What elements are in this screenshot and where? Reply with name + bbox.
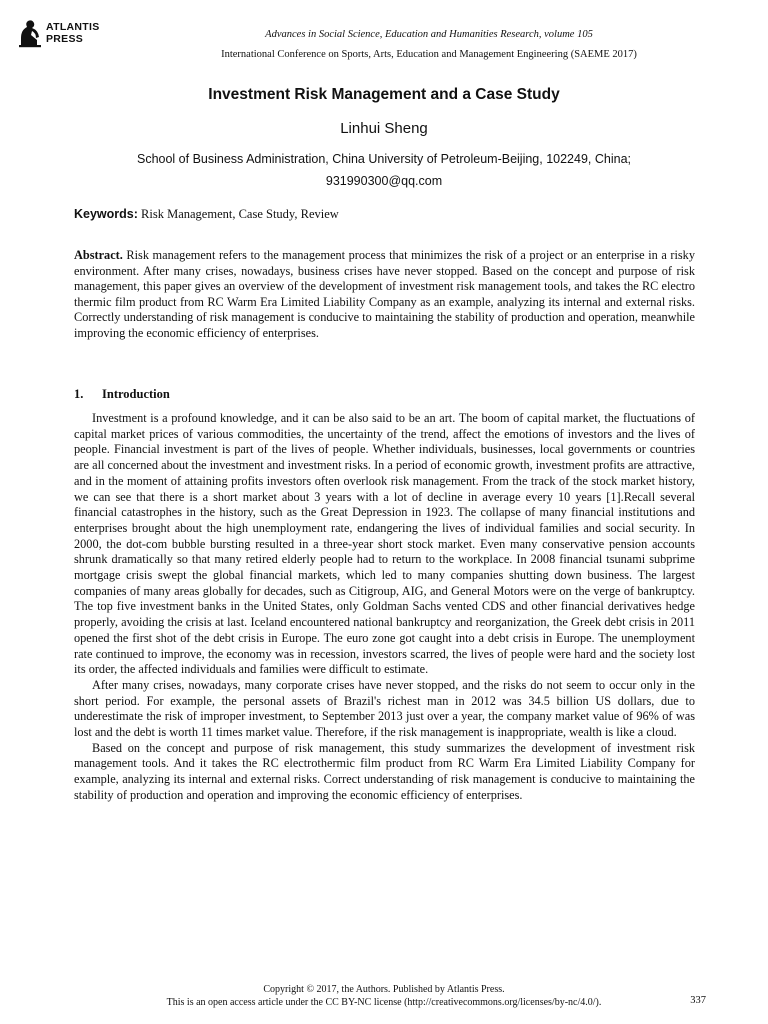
section-title: Introduction — [102, 387, 170, 401]
publisher-name — [46, 21, 100, 45]
keywords-text: Risk Management, Case Study, Review — [141, 207, 339, 221]
journal-name: Advances in Social Science, Education and Humanities Research, volume 105 — [265, 29, 593, 40]
publisher-name-line2: PRESS — [46, 33, 84, 45]
body-paragraph: Investment is a profound knowledge, and it can be also said to be an art. The boom of capital market, the fluctuations of capital market prices of various commodities, the uncertainty of the trend, affect the emotions of investors and the lives of people. Financial investment is part of the lives of people. Whether individuals, businesses, local governments or countries are all concerned about the investment and investment risks. In a period of economic growth, investment profits are attractive, and in the moment of attaining profits investors often overlook risk management. From the track of the stock market history, we can see that there is a short market about 3 years with a lot of decline in average every 10 years [1].Recall several financial catastrophes in the history, such as the Great Depression in 1923. The collapse of many financial institutions and enterprises brought about the high unemployment rate, endangering the lives of individual families and social security. In 2000, the dot-com bubble bursting resulted in a three-year short stock market. Even many conservative pension accounts shrunk dramatically so that many retired elderly people had to return to the workplace. In 2008 financial tsunami subprime mortgage crisis swept the global financial markets, which led to many companies shutting down business. The largest companies of many areas globally for decades, such as Citigroup, AIG, and General Motors were on the verge of bankruptcy. The top five investment banks in the United States, only Goldman Sachs vented CDS and other financial derivatives hedge properly, avoiding the crisis at last. Iceland encountered national bankruptcy and reorganization, the Greek debt crisis in 2011 opened the first shot of the debt crisis in Europe. The euro zone got caught into a debt crisis in Europe. The unemployment rate continued to improve, the economy was in recession, investors scarred, the lives of people were hard and the society lost its order, the affected individuals and families were difficult to estimate. — [74, 411, 695, 677]
body-paragraph: Based on the concept and purpose of risk management, this study summarizes the development of investment risk management tools. And it takes the RC electrothermic film product from RC Warm Era Limited Liability Company for example, analyzing its internal and external risks. Correct understanding of risk management is conducive to maintaining the stability of production and operation and improving the economic efficiency of enterprises. — [74, 740, 695, 802]
atlantis-press-logo-icon — [18, 18, 42, 48]
body-paragraph: After many crises, nowadays, many corporate crises have never stopped, and the risks do not seem to occur only in the short period. For example, the personal assets of Brazil's richest man in 2012 was 34.5 billion US dollars, due to underestimate the risk of improper investment, to September 2013 just over a year, the company market value of 96% of was lost and the debt is worth 11 times market value. Therefore, if the risk management is inappropriate, wealth is like a cloud. — [74, 677, 695, 740]
license-notice: This is an open access article under the CC BY-NC license (http://creativecommons.org/licenses/by-nc/4.0/). — [166, 997, 602, 1008]
page-footer — [0, 983, 768, 1009]
keywords — [74, 207, 708, 222]
affiliation: School of Business Administration, China University of Petroleum-Beijing, 102249, China; — [136, 152, 631, 166]
keywords-label: Keywords: — [74, 207, 138, 221]
conference-name: International Conference on Sports, Arts, Education and Management Engineering (SAEME 2017) — [221, 49, 637, 60]
abstract-label: Abstract. — [74, 248, 123, 262]
copyright-notice: Copyright © 2017, the Authors. Published by Atlantis Press. — [263, 984, 505, 995]
author-email: 931990300@qq.com — [325, 174, 443, 188]
publisher-name-line1: ATLANTIS — [46, 21, 100, 33]
page-number: 337 — [690, 995, 706, 1006]
abstract-text: Risk management refers to the management process that minimizes the risk of a project or an enterprise in a risky environment. After many crises, nowadays, business crises have never stopped. Based on the concept and purpose of risk management, this paper gives an overview of the development of investment risk management tools, and takes the RC electro thermic film product from RC Warm Era Limited Liability Company as an example, analyzing its internal and external risks. Correctly understanding of risk management is conducive to maintaining the stability of production and operation, meanwhile improving the economic efficiency of enterprises. — [74, 248, 695, 340]
abstract — [74, 248, 695, 342]
affiliation-block — [0, 148, 768, 192]
section-heading — [74, 387, 170, 402]
section-number: 1. — [74, 387, 84, 401]
author-name: Linhui Sheng — [340, 120, 428, 137]
paper-title: Investment Risk Management and a Case Study — [208, 86, 560, 103]
publisher-logo — [18, 18, 100, 48]
running-header — [130, 28, 728, 62]
section-body — [74, 411, 695, 804]
